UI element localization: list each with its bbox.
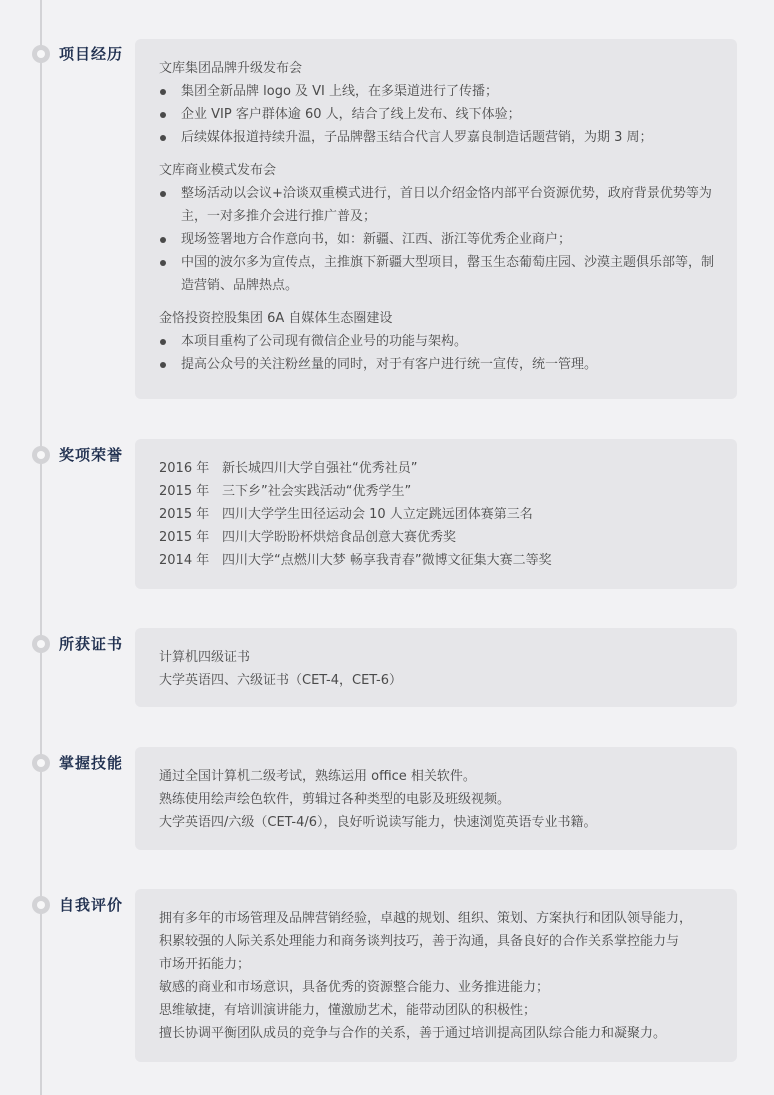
timeline-line [40, 0, 42, 1095]
cert-item: 计算机四级证书 [159, 650, 251, 665]
cert-item: 大学英语四、六级证书（CET-4，CET-6） [159, 673, 403, 688]
award-text: 四川大学学生田径运动会 10 人立定跳远团体赛第三名 [222, 507, 533, 522]
project-heading: 文库集团品牌升级发布会 [159, 61, 303, 76]
award-item [159, 457, 713, 480]
award-item [159, 503, 713, 526]
self-evaluation-card [135, 889, 737, 1062]
award-text: 三下乡”社会实践活动“优秀学生” [222, 484, 412, 499]
project-bullet: 企业 VIP 客户群体逾 60 人，结合了线上发布、线下体验； [159, 103, 713, 126]
timeline-dot [32, 635, 50, 653]
project-group [159, 57, 713, 149]
award-year: 2016 年 [159, 461, 210, 476]
timeline-dot [32, 754, 50, 772]
awards-card [135, 439, 737, 589]
skill-item: 大学英语四/六级（CET-4/6），良好听说读写能力，快速浏览英语专业书籍。 [159, 815, 597, 830]
project-bullet: 后续媒体报道持续升温，子品牌罄玉结合代言人罗嘉良制造话题营销，为期 3 周； [159, 126, 713, 149]
self-evaluation-line: 擅长协调平衡团队成员的竞争与合作的关系，善于通过培训提高团队综合能力和凝聚力。 [159, 1026, 667, 1041]
timeline-dot [32, 45, 50, 63]
self-evaluation-line: 市场开拓能力； [159, 957, 251, 972]
project-heading: 金恪投资控股集团 6A 自媒体生态圈建设 [159, 311, 393, 326]
projects-card [135, 39, 737, 399]
award-item [159, 526, 713, 549]
project-bullet: 现场签署地方合作意向书，如：新疆、江西、浙江等优秀企业商户； [159, 228, 713, 251]
skill-item: 熟练使用绘声绘色软件，剪辑过各种类型的电影及班级视频。 [159, 792, 511, 807]
self-evaluation-line: 拥有多年的市场管理及品牌营销经验，卓越的规划、组织、策划、方案执行和团队领导能力， [159, 911, 693, 926]
skills-card [135, 747, 737, 850]
timeline-dot [32, 896, 50, 914]
section-title: 自我评价 [59, 896, 124, 914]
self-evaluation-line: 思维敏捷，有培训演讲能力，懂激励艺术，能带动团队的积极性； [159, 1003, 537, 1018]
self-evaluation-line: 积累较强的人际关系处理能力和商务谈判技巧，善于沟通，具备良好的合作关系掌控能力与 [159, 934, 680, 949]
award-text: 四川大学“点燃川大梦 畅享我青春”微博文征集大赛二等奖 [222, 553, 552, 568]
section-title: 掌握技能 [59, 754, 124, 772]
project-bullet: 集团全新品牌 logo 及 VI 上线，在多渠道进行了传播； [159, 80, 713, 103]
award-year: 2015 年 [159, 507, 210, 522]
award-text: 四川大学盼盼杯烘焙食品创意大赛优秀奖 [222, 530, 457, 545]
section-title: 所获证书 [59, 635, 124, 653]
award-item [159, 480, 713, 503]
section-title: 项目经历 [59, 45, 124, 63]
section-title: 奖项荣誉 [59, 446, 124, 464]
skill-item: 通过全国计算机二级考试，熟练运用 office 相关软件。 [159, 769, 476, 784]
project-bullet: 中国的波尔多为宣传点，主推旗下新疆大型项目，罄玉生态葡萄庄园、沙漠主题俱乐部等，制造营销、品牌热点。 [159, 251, 721, 297]
award-text: 新长城四川大学自强社“优秀社员” [222, 461, 418, 476]
award-item [159, 549, 713, 572]
project-group [159, 307, 713, 376]
award-year: 2014 年 [159, 553, 210, 568]
project-group [159, 159, 713, 297]
project-bullet: 整场活动以会议+洽谈双重模式进行，首日以介绍金恪内部平台资源优势，政府背景优势等为主，一对多推介会进行推广普及； [159, 182, 721, 228]
timeline-dot [32, 446, 50, 464]
self-evaluation-line: 敏感的商业和市场意识，具备优秀的资源整合能力、业务推进能力； [159, 980, 550, 995]
award-year: 2015 年 [159, 484, 210, 499]
project-heading: 文库商业模式发布会 [159, 163, 277, 178]
project-bullet: 提高公众号的关注粉丝量的同时，对于有客户进行统一宣传，统一管理。 [159, 353, 713, 376]
certs-card [135, 628, 737, 707]
award-year: 2015 年 [159, 530, 210, 545]
project-bullet: 本项目重构了公司现有微信企业号的功能与架构。 [159, 330, 713, 353]
